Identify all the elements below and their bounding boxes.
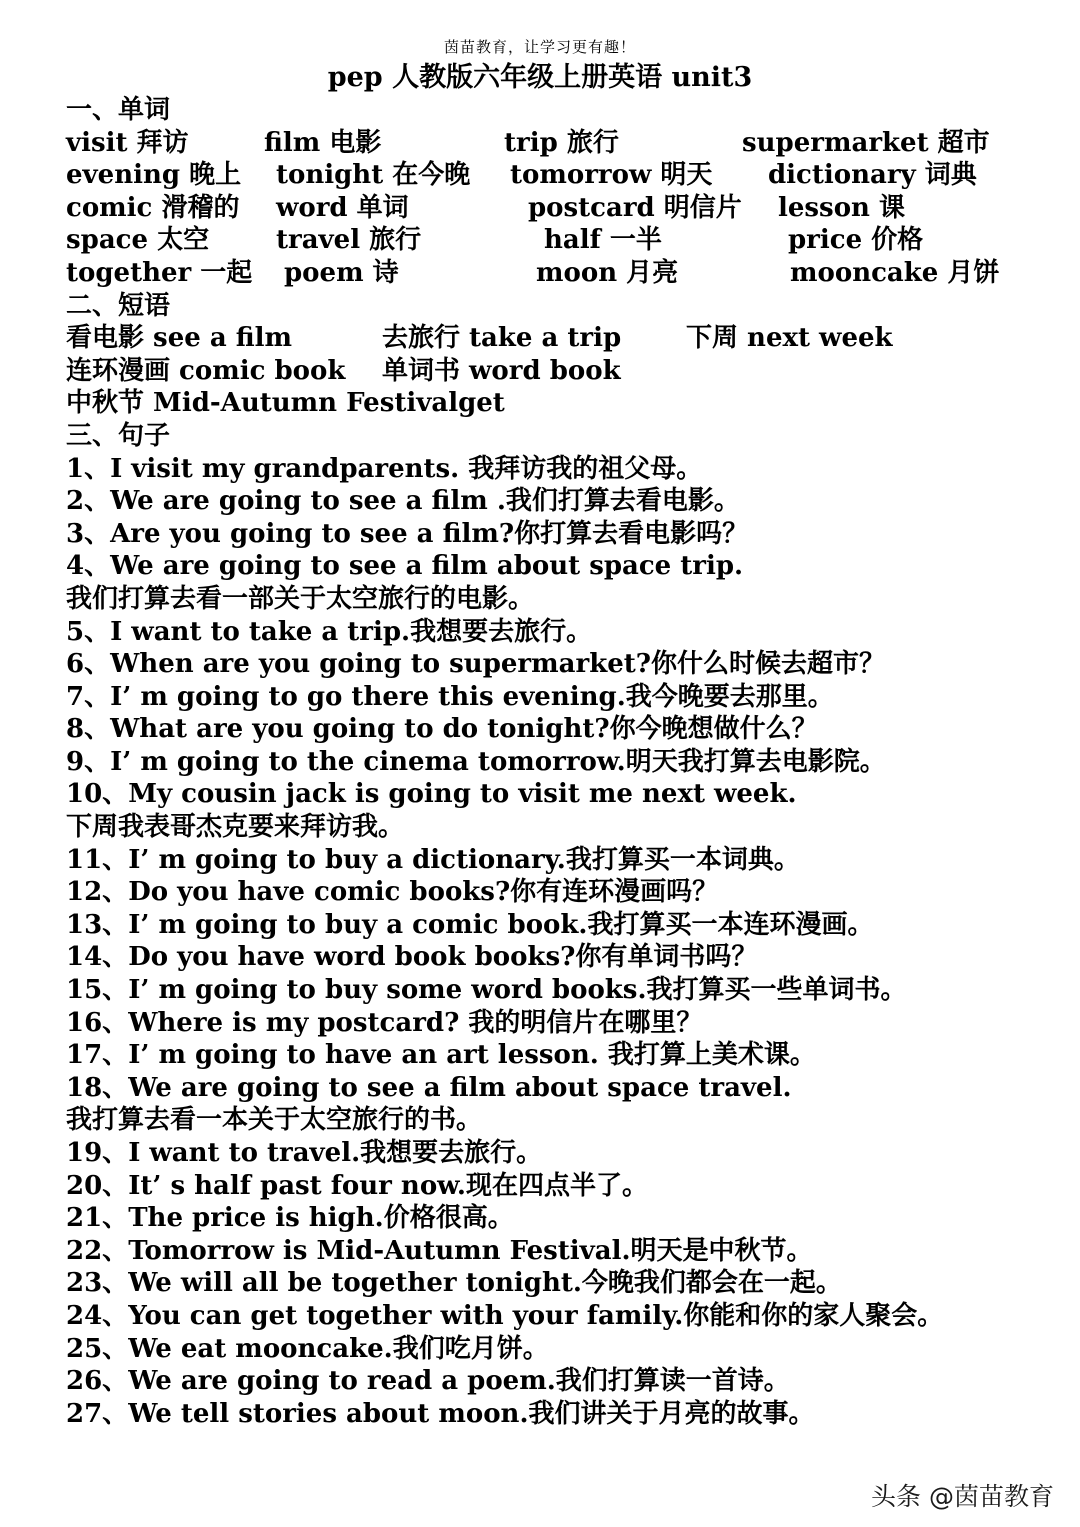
word-row — [66, 257, 1056, 290]
word-item: visit 拜访 — [66, 127, 189, 158]
word-item: tonight 在今晚 — [276, 160, 471, 191]
sentence-number: 13、 — [66, 909, 129, 940]
phrase-row — [66, 322, 1056, 355]
sentence-item — [66, 746, 1056, 779]
word-item: comic 滑稽的 — [66, 192, 240, 223]
sentence-translation: 我们打算去看一部关于太空旅行的电影。 — [66, 583, 535, 614]
sentence-item — [66, 1300, 1056, 1333]
sentence-text: I’ m going to buy a comic book.我打算买一本连环漫画。 — [128, 909, 874, 940]
sentence-number: 17、 — [66, 1040, 129, 1071]
sentence-number: 18、 — [66, 1072, 129, 1103]
word-item: evening 晚上 — [66, 160, 242, 191]
sentence-number: 24、 — [66, 1300, 129, 1331]
sentence-number: 20、 — [66, 1170, 129, 1201]
phrase-item: 看电影 see a film — [66, 323, 293, 354]
phrase-item: 去旅行 take a trip — [382, 323, 622, 354]
sentence-number: 10、 — [66, 779, 129, 810]
word-row — [66, 192, 1056, 225]
sentence-text: I’ m going to buy some word books.我打算买一些单词书。 — [128, 975, 907, 1006]
sentence-text: I want to travel.我想要去旅行。 — [128, 1138, 543, 1168]
sentence-text: We are going to see a film .我们打算去看电影。 — [110, 486, 740, 517]
sentence-item — [66, 453, 1056, 486]
phrase-list — [66, 322, 1056, 420]
sentence-item — [66, 1202, 1056, 1235]
phrase-row — [66, 355, 1056, 388]
word-row — [66, 127, 1056, 160]
sentence-list — [66, 453, 1056, 1431]
word-item: together 一起 — [66, 257, 253, 288]
sentence-item — [66, 1398, 1056, 1431]
sentence-item — [66, 1072, 1056, 1105]
sentence-item — [66, 1267, 1056, 1300]
word-item: trip 旅行 — [504, 127, 619, 158]
word-item: film 电影 — [264, 127, 382, 158]
phrase-item: 中秋节 Mid-Autumn Festivalget — [66, 388, 505, 419]
sentence-item — [66, 1333, 1056, 1366]
sentence-number: 5、 — [66, 616, 111, 647]
sentence-text: Do you have word book books?你有单词书吗？ — [128, 942, 758, 973]
phrase-item: 单词书 word book — [382, 355, 621, 386]
sentence-translation: 下周我表哥杰克要来拜访我。 — [66, 812, 405, 843]
sentence-translation: 我打算去看一本关于太空旅行的书。 — [66, 1105, 483, 1136]
sentence-item — [66, 616, 1056, 649]
sentence-number: 25、 — [66, 1333, 129, 1364]
word-item: supermarket 超市 — [742, 127, 990, 158]
sentence-number: 6、 — [66, 649, 111, 680]
word-item: poem 诗 — [284, 257, 399, 288]
sentence-number: 3、 — [66, 518, 111, 549]
phrase-row — [66, 387, 1056, 420]
sentence-number: 4、 — [66, 551, 111, 582]
sentence-text: We are going to see a film about space travel. — [128, 1072, 792, 1103]
document-content — [66, 94, 1056, 1430]
sentence-item — [66, 1365, 1056, 1398]
sentence-item — [66, 1039, 1056, 1072]
sentence-number: 26、 — [66, 1366, 129, 1397]
sentence-item — [66, 1007, 1056, 1040]
sentence-text: I’ m going to have an art lesson. 我打算上美术课。 — [128, 1040, 816, 1071]
word-item: mooncake 月饼 — [790, 257, 1000, 288]
sentence-text: It’ s half past four now.现在四点半了。 — [128, 1170, 648, 1201]
phrases-heading: 二、短语 — [66, 290, 171, 321]
phrase-item: 下周 next week — [686, 323, 893, 354]
sentence-number: 14、 — [66, 942, 129, 973]
header-slogan: 茵苗教育，让学习更有趣！ — [443, 38, 636, 56]
sentence-item — [66, 681, 1056, 714]
sentence-text: I’ m going to go there this evening.我今晚要去那里。 — [110, 681, 834, 712]
sentence-number: 12、 — [66, 877, 129, 908]
sentence-number: 23、 — [66, 1268, 129, 1299]
sentence-number: 21、 — [66, 1203, 129, 1234]
word-item: travel 旅行 — [276, 225, 422, 256]
sentence-text: I visit my grandparents. 我拜访我的祖父母。 — [110, 453, 703, 484]
sentence-text: I want to take a trip.我想要去旅行。 — [110, 616, 593, 647]
sentence-text: We eat mooncake.我们吃月饼。 — [128, 1333, 549, 1364]
sentence-text: My cousin jack is going to visit me next week. — [128, 779, 797, 810]
sentence-number: 8、 — [66, 714, 111, 745]
sentence-item — [66, 1137, 1056, 1170]
word-item: space 太空 — [66, 225, 210, 256]
word-row — [66, 159, 1056, 192]
watermark: 头条 @茵苗教育 — [871, 1482, 1054, 1511]
sentence-number: 16、 — [66, 1007, 129, 1038]
sentence-text: We are going to read a poem.我们打算读一首诗。 — [128, 1366, 790, 1397]
sentence-item — [66, 550, 1056, 583]
sentence-item — [66, 1170, 1056, 1203]
words-heading: 一、单词 — [66, 95, 171, 125]
sentence-number: 9、 — [66, 746, 111, 777]
sentence-text: The price is high.价格很高。 — [128, 1203, 514, 1234]
sentence-text: When are you going to supermarket?你什么时候去超市？ — [110, 649, 885, 680]
sentence-text: I’ m going to the cinema tomorrow.明天我打算去电影院。 — [110, 746, 886, 777]
sentence-item — [66, 876, 1056, 909]
sentence-number: 27、 — [66, 1398, 129, 1429]
sentence-item — [66, 941, 1056, 974]
sentence-number: 22、 — [66, 1235, 129, 1266]
word-item: price 价格 — [788, 225, 924, 256]
sentence-number: 19、 — [66, 1138, 129, 1168]
sentence-number: 11、 — [66, 844, 129, 875]
sentence-text: We tell stories about moon.我们讲关于月亮的故事。 — [128, 1398, 815, 1429]
word-item: word 单词 — [276, 192, 409, 223]
sentence-item — [66, 778, 1056, 811]
sentence-item — [66, 974, 1056, 1007]
word-item: tomorrow 明天 — [510, 160, 713, 191]
word-item: lesson 课 — [778, 192, 905, 223]
sentence-text: Where is my postcard? 我的明信片在哪里？ — [128, 1007, 703, 1038]
sentences-heading: 三、句子 — [66, 420, 171, 451]
word-item: dictionary 词典 — [768, 160, 977, 191]
sentence-number: 15、 — [66, 975, 129, 1006]
phrase-item: 连环漫画 comic book — [66, 355, 346, 386]
word-item: half 一半 — [544, 225, 662, 256]
word-item: moon 月亮 — [536, 257, 679, 288]
sentence-text: What are you going to do tonight?你今晚想做什么？ — [110, 714, 818, 745]
sentence-item — [66, 844, 1056, 877]
word-list — [66, 127, 1056, 290]
sentence-text: Do you have comic books?你有连环漫画吗？ — [128, 877, 719, 908]
sentence-text: Tomorrow is Mid-Autumn Festival.明天是中秋节。 — [128, 1235, 813, 1266]
sentence-item — [66, 648, 1056, 681]
sentence-number: 2、 — [66, 486, 111, 517]
sentence-number: 1、 — [66, 453, 111, 484]
word-row — [66, 224, 1056, 257]
sentence-item — [66, 485, 1056, 518]
sentence-item — [66, 713, 1056, 746]
sentence-item — [66, 1235, 1056, 1268]
sentence-text: Are you going to see a film?你打算去看电影吗？ — [110, 518, 749, 549]
sentence-text: We are going to see a film about space trip. — [110, 551, 744, 582]
sentence-item — [66, 518, 1056, 551]
word-item: postcard 明信片 — [528, 192, 742, 223]
sentence-text: I’ m going to buy a dictionary.我打算买一本词典。 — [128, 844, 800, 875]
sentence-text: You can get together with your family.你能和你的家人聚会。 — [128, 1300, 944, 1331]
sentence-item — [66, 909, 1056, 942]
sentence-number: 7、 — [66, 681, 111, 712]
sentence-text: We will all be together tonight.今晚我们都会在一起。 — [128, 1268, 842, 1299]
page-title: pep 人教版六年级上册英语 unit3 — [327, 62, 753, 93]
